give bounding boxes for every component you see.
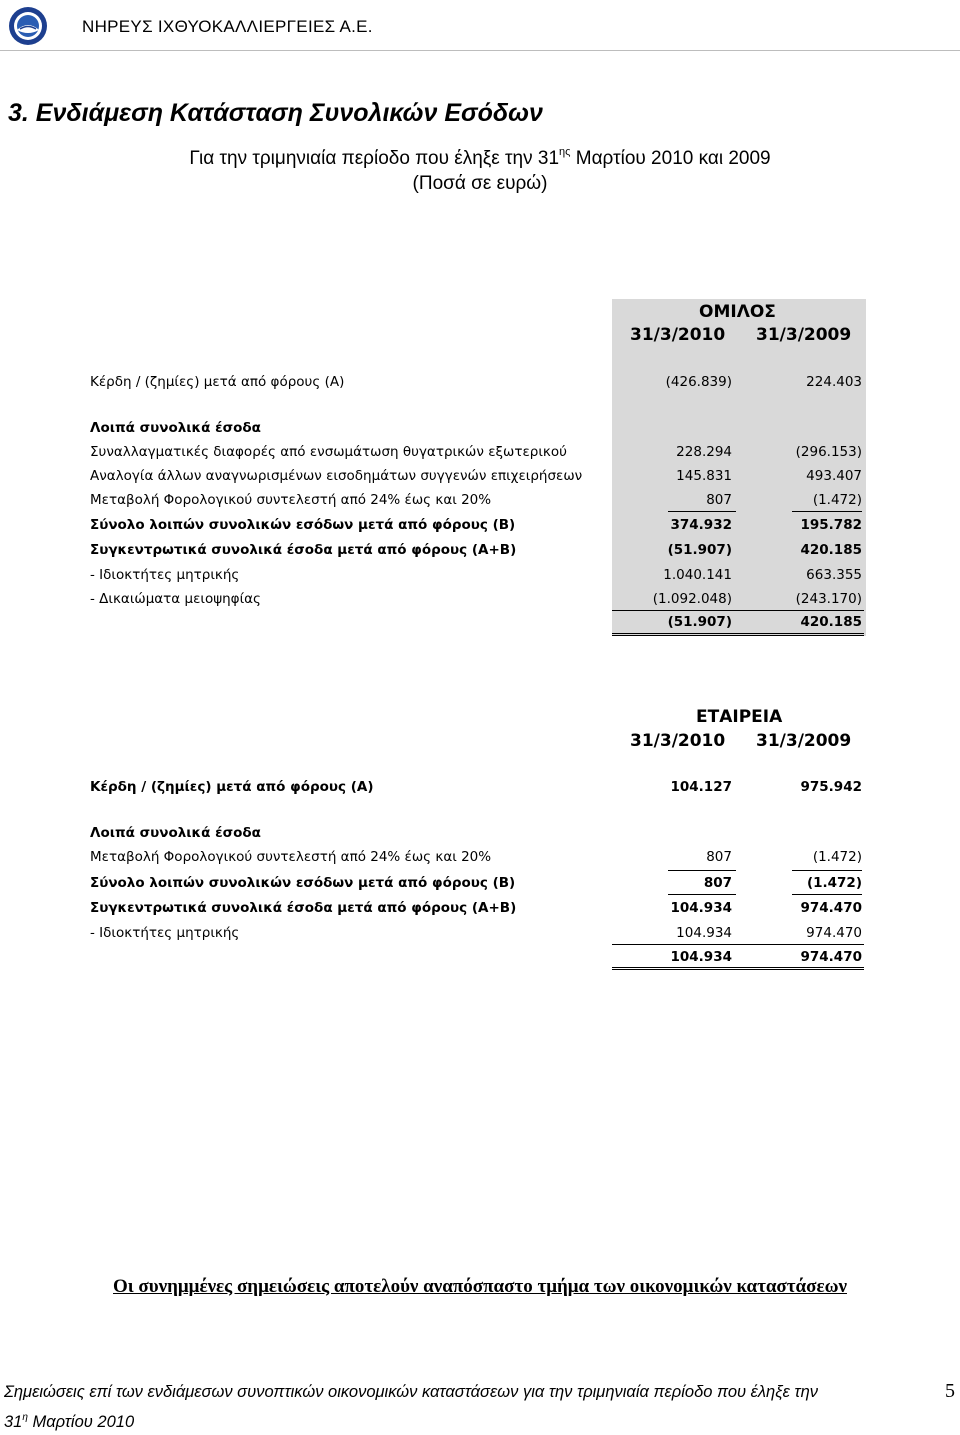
section-title: 3. Ενδιάμεση Κατάσταση Συνολικών Εσόδων xyxy=(8,99,543,127)
group-total-double-rule xyxy=(612,633,864,636)
group-row-value-2010: (51.907) xyxy=(667,542,732,558)
company-row-value-2010: 104.934 xyxy=(670,900,732,916)
period-pre: Για την τριμηνιαία περίοδο που έληξε την 31 xyxy=(189,148,560,169)
header-divider xyxy=(0,50,960,51)
group-row-value-2010: 228.294 xyxy=(676,444,732,460)
company-row-label: Σύνολο λοιπών συνολικών εσόδων μετά από φόρους (Β) xyxy=(90,875,516,891)
group-subtotal-rule-2009 xyxy=(792,511,862,512)
company-row-label: Συγκεντρωτικά συνολικά έσοδα μετά από φόρους (Α+Β) xyxy=(90,900,517,916)
company-row-value-2010: 104.934 xyxy=(676,925,732,941)
group-row-value-2009: 420.185 xyxy=(800,542,862,558)
footer-day-sup: η xyxy=(22,1412,28,1423)
company-row-value-2010: 104.127 xyxy=(670,779,732,795)
group-row-value-2010: 374.932 xyxy=(670,517,732,533)
group-row-label: - Δικαιώματα μειοψηφίας xyxy=(90,591,261,607)
company-subtotal-underline-2010 xyxy=(668,894,736,895)
group-row-value-2010: 1.040.141 xyxy=(663,567,732,583)
company-total-value-2009: 974.470 xyxy=(800,949,862,965)
group-col1-header: 31/3/2010 xyxy=(630,325,726,345)
company-row-label: - Ιδιοκτήτες μητρικής xyxy=(90,925,240,941)
company-row-value-2009: 974.470 xyxy=(806,925,862,941)
company-col2-header: 31/3/2009 xyxy=(756,731,852,751)
group-row-value-2009: 195.782 xyxy=(800,517,862,533)
company-total-value-2010: 104.934 xyxy=(670,949,732,965)
company-row-label: Μεταβολή Φορολογικού συντελεστή από 24% έως και 20% xyxy=(90,849,492,865)
company-subtotal-rule-2009 xyxy=(792,870,862,871)
amounts-note: (Ποσά σε ευρώ) xyxy=(412,173,548,194)
company-row-value-2010: 807 xyxy=(703,875,732,891)
period-subtitle xyxy=(0,146,960,170)
group-row-value-2009: 663.355 xyxy=(806,567,862,583)
group-total-value-2009: 420.185 xyxy=(800,614,862,630)
group-row-value-2009: (1.472) xyxy=(812,492,862,508)
company-row-value-2009: 975.942 xyxy=(800,779,862,795)
company-col1-header: 31/3/2010 xyxy=(630,731,726,751)
footer-day: 31 xyxy=(4,1413,23,1431)
page-footer xyxy=(4,1380,884,1435)
footer-line-1: Σημειώσεις επί των ενδιάμεσων συνοπτικών οικονομικών καταστάσεων για την τριμηνιαία περίοδο που έληξε την xyxy=(4,1383,818,1401)
notes-footnote: Οι συνημμένες σημειώσεις αποτελούν αναπόσπαστο τμήμα των οικονομικών καταστάσεων xyxy=(113,1276,847,1297)
page-number: 5 xyxy=(945,1380,955,1402)
company-total-rule xyxy=(612,944,864,945)
company-row-value-2010: 807 xyxy=(706,849,732,865)
company-row-value-2009: (1.472) xyxy=(812,849,862,865)
company-subtotal-rule-2010 xyxy=(668,870,736,871)
company-row-value-2009: (1.472) xyxy=(806,875,862,891)
group-heading: ΟΜΙΛΟΣ xyxy=(699,302,776,322)
group-total-rule xyxy=(612,610,864,611)
period-sup: ης xyxy=(559,146,571,158)
group-row-label: Κέρδη / (ζημίες) μετά από φόρους (Α) xyxy=(90,374,345,390)
group-row-label: - Ιδιοκτήτες μητρικής xyxy=(90,567,240,583)
company-name: ΝΗΡΕΥΣ ΙΧΘΥΟΚΑΛΛΙΕΡΓΕΙΕΣ Α.Ε. xyxy=(82,17,373,36)
group-row-label: Αναλογία άλλων αναγνωρισμένων εισοδημάτων συγγενών επιχειρήσεων xyxy=(90,468,583,484)
company-logo-icon xyxy=(8,6,48,46)
group-total-value-2010: (51.907) xyxy=(667,614,732,630)
period-post: Μαρτίου 2010 και 2009 xyxy=(570,148,771,169)
group-row-value-2009: (296.153) xyxy=(795,444,862,460)
group-row-label: Μεταβολή Φορολογικού συντελεστή από 24% έως και 20% xyxy=(90,492,492,508)
group-row-value-2009: (243.170) xyxy=(795,591,862,607)
group-row-value-2009: 224.403 xyxy=(806,374,862,390)
footer-line-2 xyxy=(4,1405,884,1435)
group-row-value-2010: (426.839) xyxy=(665,374,732,390)
group-row-label: Σύνολο λοιπών συνολικών εσόδων μετά από φόρους (Β) xyxy=(90,517,516,533)
group-row-label: Συγκεντρωτικά συνολικά έσοδα μετά από φόρους (Α+Β) xyxy=(90,542,517,558)
group-row-value-2009: 493.407 xyxy=(806,468,862,484)
group-row-value-2010: 145.831 xyxy=(676,468,732,484)
group-col2-header: 31/3/2009 xyxy=(756,325,852,345)
group-row-label: Συναλλαγματικές διαφορές από ενσωμάτωση θυγατρικών εξωτερικού xyxy=(90,444,567,460)
company-subtotal-underline-2009 xyxy=(792,894,862,895)
group-row-value-2010: (1.092.048) xyxy=(652,591,732,607)
company-section-label: Λοιπά συνολικά έσοδα xyxy=(90,825,261,841)
group-row-value-2010: 807 xyxy=(706,492,732,508)
company-total-double-rule xyxy=(612,967,864,970)
footer-month-year: Μαρτίου 2010 xyxy=(27,1413,135,1431)
company-row-value-2009: 974.470 xyxy=(800,900,862,916)
company-heading: ΕΤΑΙΡΕΙΑ xyxy=(696,707,783,727)
company-row-label: Κέρδη / (ζημίες) μετά από φόρους (Α) xyxy=(90,779,374,795)
group-subtotal-rule-2010 xyxy=(668,511,736,512)
group-section-label: Λοιπά συνολικά έσοδα xyxy=(90,420,261,436)
